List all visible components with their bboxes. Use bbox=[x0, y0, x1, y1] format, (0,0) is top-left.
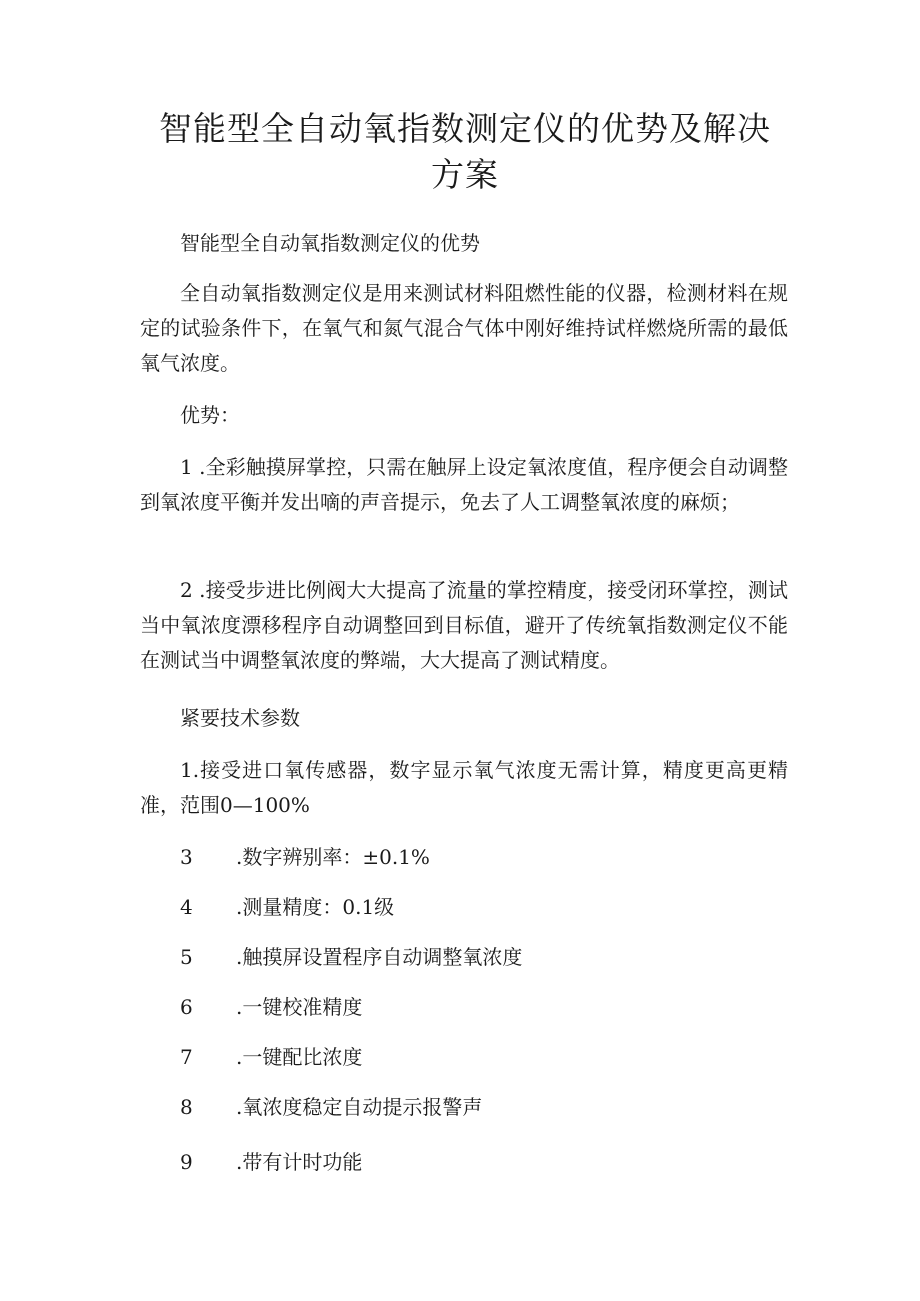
param-number: 3 bbox=[180, 845, 193, 869]
param-text: .触摸屏设置程序自动调整氧浓度 bbox=[236, 945, 523, 969]
advantage-item-2: 2 .接受步进比例阀大大提高了流量的掌控精度，接受闭环掌控，测试当中氧浓度漂移程序自动调整回到目标值，避开了传统氧指数测定仪不能在测试当中调整氧浓度的弊端，大大提高了测试精度。 bbox=[140, 578, 788, 672]
param-text: .测量精度：0.1级 bbox=[236, 895, 395, 919]
intro-paragraph: 全自动氧指数测定仪是用来测试材料阻燃性能的仪器，检测材料在规定的试验条件下，在氧气和氮气混合气体中刚好维持试样燃烧所需的最低氧气浓度。 bbox=[140, 281, 788, 375]
param-text: .一键配比浓度 bbox=[236, 1045, 363, 1069]
param-item bbox=[180, 1145, 362, 1180]
param-number: 4 bbox=[180, 895, 193, 919]
param-item bbox=[180, 890, 394, 925]
param-item-1: 1.接受进口氧传感器，数字显示氧气浓度无需计算，精度更高更精准，范围0—100% bbox=[140, 758, 788, 817]
param-text: .氧浓度稳定自动提示报警声 bbox=[236, 1095, 483, 1119]
param-item bbox=[180, 990, 362, 1025]
param-number: 5 bbox=[180, 945, 193, 969]
param-text: .带有计时功能 bbox=[236, 1150, 363, 1174]
section-heading: 智能型全自动氧指数测定仪的优势 bbox=[180, 231, 480, 255]
advantages-label: 优势： bbox=[180, 403, 240, 427]
param-item bbox=[180, 1090, 482, 1125]
param-item bbox=[180, 840, 430, 875]
param-number: 7 bbox=[180, 1045, 193, 1069]
document-title: 智能型全自动氧指数测定仪的优势及解决方案 bbox=[159, 109, 771, 194]
param-text: .数字辨别率：±0.1% bbox=[236, 845, 430, 869]
param-text: .一键校准精度 bbox=[236, 995, 363, 1019]
params-label: 紧要技术参数 bbox=[180, 706, 300, 730]
param-number: 9 bbox=[180, 1150, 193, 1174]
advantage-item-1: 1 .全彩触摸屏掌控，只需在触屏上设定氧浓度值，程序便会自动调整到氧浓度平衡并发出嘀的声音提示，免去了人工调整氧浓度的麻烦； bbox=[140, 455, 788, 514]
param-number: 6 bbox=[180, 995, 193, 1019]
param-number: 8 bbox=[180, 1095, 193, 1119]
param-item bbox=[180, 940, 522, 975]
param-item bbox=[180, 1040, 362, 1075]
